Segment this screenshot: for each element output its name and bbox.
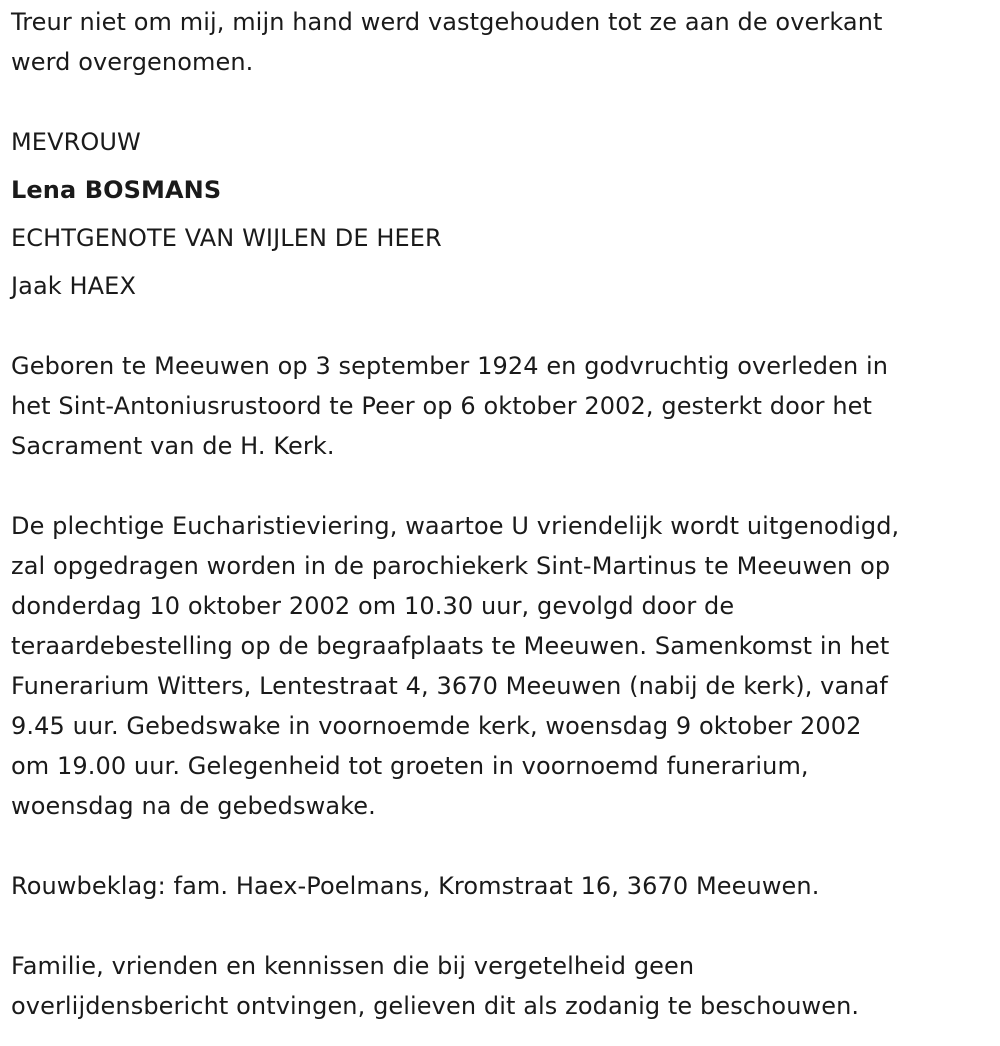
spouse-name: Jaak HAEX [11,272,136,300]
deceased-name: Lena BOSMANS [11,176,222,204]
spacer [11,306,996,346]
condolences-paragraph: Rouwbeklag: fam. Haex-Poelmans, Kromstraat 16, 3670 Meeuwen. [11,872,820,900]
motto-text: Treur niet om mij, mijn hand werd vastgehouden tot ze aan de overkant werd overgenomen. [11,8,883,76]
deceased-header [11,122,996,306]
relation-text: ECHTGENOTE VAN WIJLEN DE HEER [11,224,442,252]
spacer [11,826,996,866]
spacer [11,906,996,946]
closing-paragraph: Familie, vrienden en kennissen die bij vergetelheid geen overlijdensbericht ontvingen, gelieven dit als zodanig te beschouwen. [11,952,860,1020]
title-prefix: MEVROUW [11,128,141,156]
obituary-document [11,2,996,1026]
spacer [11,82,996,122]
birth-death-paragraph: Geboren te Meeuwen op 3 september 1924 en godvruchtig overleden in het Sint-Antoniusrustoord te Peer op 6 oktober 2002, gesterkt door het Sacrament van de H. Kerk. [11,352,889,460]
ceremony-paragraph: De plechtige Eucharistieviering, waartoe U vriendelijk wordt uitgenodigd, zal opgedragen worden in de parochiekerk Sint-Martinus te Meeuwen op donderdag 10 oktober 2002 om 10.30 uur, gevolgd door de teraardebestelling op de begraafplaats te Meeuwen. Samenkomst in het Funerarium Witters, Lentestraat 4, 3670 Meeuwen (nabij de kerk), vanaf 9.45 uur. Gebedswake in voornoemde kerk, woensdag 9 oktober 2002 om 19.00 uur. Gelegenheid tot groeten in voornoemd funerarium, woensdag na de gebedswake. [11,512,900,820]
spacer [11,466,996,506]
